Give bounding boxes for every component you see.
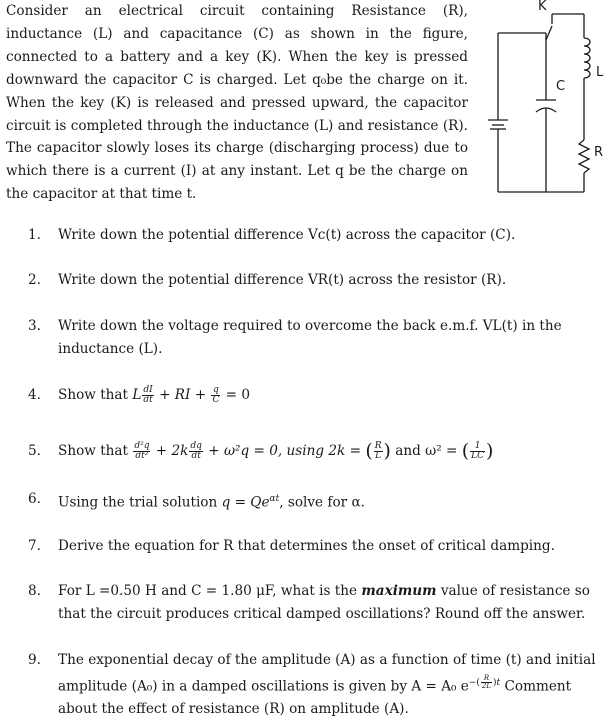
question-number: 7. [28, 538, 41, 554]
fraction-di-dt: $\frac{dI}{dt}$ [143, 385, 153, 405]
intro-paragraph [6, 0, 468, 206]
question-text: Write down the potential difference VR(t) across the resistor (R). [58, 272, 507, 288]
intro-text: Consider an electrical circuit containing Resistance (R), inductance (L) and capacitance (C) as shown in the figure, connected to a battery and a key (K). When the key is pressed downward the capacitor C is charged. Let q₀be the charge on it. When the key (K) is released and pressed upward, the capacitor circuit is completed through the inductance (L) and resistance (R). The capacitor slowly loses its charge (discharging process) due to which there is a current (I) at any instant. Let q be the charge on the capacitor at that time t. [6, 3, 468, 203]
circuit-diagram [480, 0, 614, 196]
label-c: C [556, 79, 566, 94]
fraction-q-c: $\frac{q}{C}$ [212, 385, 220, 405]
question-text: Show that L $\frac{dI}{dt}$ + RI + $\frac{q}{C}$ = 0 [58, 385, 251, 405]
question-8 [28, 580, 614, 626]
question-number: 3. [28, 318, 41, 334]
question-9 [28, 649, 614, 721]
question-number: 8. [28, 583, 41, 599]
question-number: 6. [28, 491, 41, 507]
question-text: Show that $\frac{\text{d²q}}{\text{dt²}}$ + 2k $\frac{dq}{dt}$ + ω²q = 0, using 2k = ( $\frac{R}{L}$ ) and ω² = ( $\frac{1}{LC}$ ) [58, 440, 494, 463]
label-l: L [596, 65, 604, 80]
resistor-zigzag [579, 140, 589, 173]
question-text: The exponential decay of the amplitude (A) as a function of time (t) and initial amplitude (A₀) in a damped oscillations is given by A = A₀ $e^{-( \frac{R}{2L} )t}$ Comment about the effect of resistance (R) on amplitude (A). [58, 652, 596, 718]
question-4 [28, 384, 614, 407]
question-number: 9. [28, 652, 41, 668]
question-number: 1. [28, 227, 41, 243]
label-k: K [538, 0, 547, 14]
question-text: For L =0.50 H and C = 1.80 μF, what is the maximum value of resistance so that the circuit produces critical damped oscillations? Round off the answer. [58, 583, 590, 622]
label-r: R [594, 145, 604, 160]
question-text: Derive the equation for R that determines the onset of critical damping. [58, 538, 555, 554]
question-1 [28, 224, 614, 247]
question-number: 4. [28, 387, 41, 403]
question-number: 5. [28, 443, 41, 459]
question-7 [28, 535, 614, 558]
question-6 [28, 488, 614, 514]
question-number: 2. [28, 272, 41, 288]
question-text: Write down the voltage required to overcome the back e.m.f. VL(t) in the inductance (L). [58, 318, 562, 357]
question-text: Using the trial solution $q = Qe^{\alpha t}$, solve for α. [58, 494, 365, 511]
question-3 [28, 315, 614, 361]
question-5 [28, 440, 614, 463]
question-text: Write down the potential difference Vc(t) across the capacitor (C). [58, 227, 516, 243]
question-2 [28, 269, 614, 292]
key-lever [546, 26, 552, 40]
inductor-coil [584, 38, 590, 78]
